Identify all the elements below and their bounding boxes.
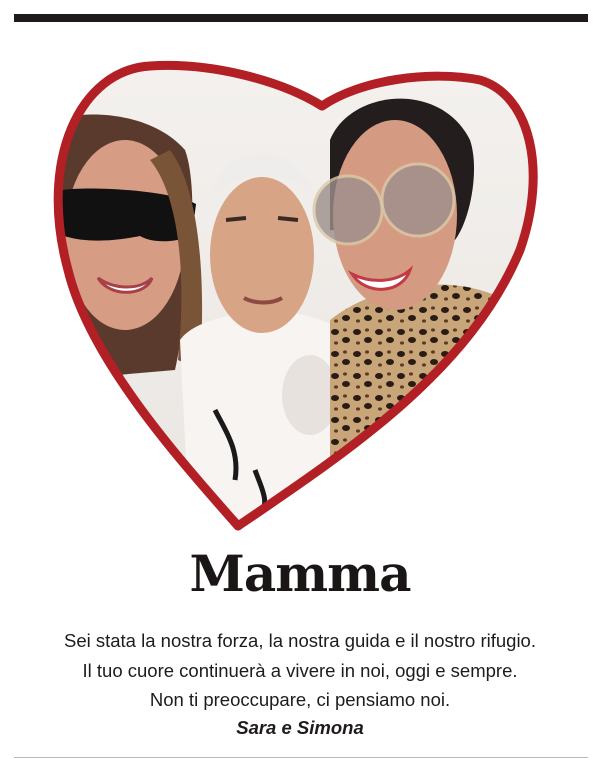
bottom-rule bbox=[14, 757, 588, 758]
message-line: Il tuo cuore continuerà a vivere in noi, oggi e sempre. bbox=[82, 659, 518, 681]
notice-title: Mamma bbox=[189, 544, 411, 603]
top-rule bbox=[14, 14, 588, 22]
notice-signature: Sara e Simona bbox=[236, 717, 364, 738]
heart-photo-frame bbox=[0, 40, 600, 540]
notice-message bbox=[0, 626, 600, 715]
message-line: Sei stata la nostra forza, la nostra guida e il nostro rifugio. bbox=[63, 630, 536, 651]
message-line: Non ti preoccupare, ci pensiamo noi. bbox=[149, 689, 451, 710]
heart-photo bbox=[0, 40, 600, 540]
